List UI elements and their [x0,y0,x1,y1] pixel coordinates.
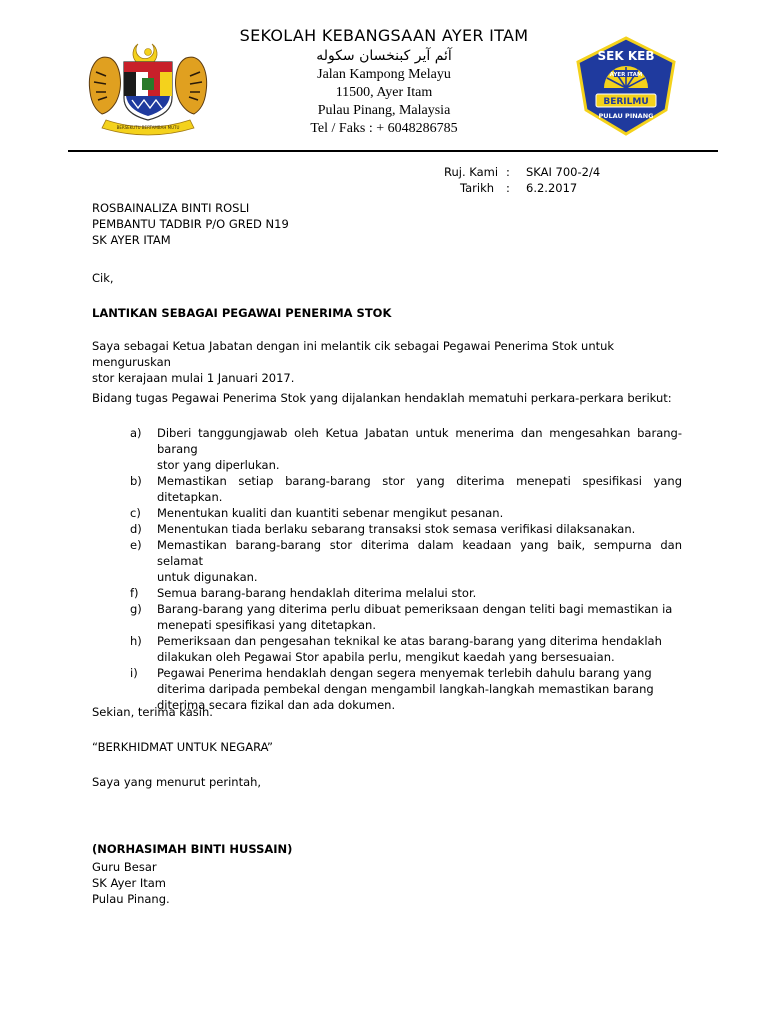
list-item [130,505,682,521]
date-separator: : [506,181,510,195]
list-item-label: e) [130,538,142,552]
intro-line: stor kerajaan mulai 1 Januari 2017. [92,371,295,385]
recipient-position: PEMBANTU TADBIR P/O GRED N19 [92,217,289,231]
list-item-line: Diberi tanggungjawab oleh Ketua Jabatan untuk menerima dan mengesahkan barang-barang [157,426,682,456]
list-item [130,537,682,585]
letterhead-divider [68,150,718,152]
salutation: Cik, [92,271,114,285]
list-item-label: d) [130,522,142,536]
list-item-line: Menentukan tiada berlaku sebarang transaksi stok semasa verifikasi dilaksanakan. [157,522,636,536]
reference-value: SKAI 700-2/4 [526,165,601,179]
date-label: Tarikh [460,181,495,195]
signatory-state: Pulau Pinang. [92,892,170,906]
list-item-label: a) [130,426,142,440]
intro-paragraph [92,338,692,386]
recipient-name: ROSBAINALIZA BINTI ROSLI [92,201,250,215]
list-item-line: dilakukan oleh Pegawai Stor apabila perlu, mengikut kaedah yang bersesuaian. [157,650,615,664]
duties-list [130,425,682,713]
list-item-label: i) [130,666,138,680]
list-item-text [157,665,682,713]
list-item-line: diterima secara fizikal dan ada dokumen. [157,698,396,712]
list-item [130,425,682,473]
reference-separator: : [506,165,510,179]
signatory-title: Guru Besar [92,860,157,874]
list-item-line: menepati spesifikasi yang ditetapkan. [157,618,376,632]
order-line: Saya yang menurut perintah, [92,775,262,789]
date-row [444,180,600,196]
list-item-line: Semua barang-barang hendaklah diterima melalui stor. [157,586,477,600]
list-item-line: Memastikan setiap barang-barang stor yang diterima menepati spesifikasi yang ditetapkan. [157,474,682,504]
list-item-text [157,505,682,521]
signatory-name: (NORHASIMAH BINTI HUSSAIN) [92,842,293,856]
list-item-line: Menentukan kualiti dan kuantiti sebenar mengikut pesanan. [157,506,504,520]
reference-row [444,164,600,180]
badge-bottom-text: PULAU PINANG [598,112,654,120]
list-item-text [157,601,682,633]
address-line: Jalan Kampong Melayu [317,67,451,82]
badge-banner-text: BERILMU [603,97,649,107]
list-item-text [157,473,682,505]
motto-line: “BERKHIDMAT UNTUK NEGARA” [92,740,273,754]
recipient-school: SK AYER ITAM [92,233,171,247]
list-item-label: c) [130,506,141,520]
badge-top-text: SEK KEB [597,49,655,63]
reference-block [444,164,600,196]
letterhead [200,26,568,138]
list-item-text [157,537,682,585]
badge-mid-text: AYER ITAM [609,72,643,78]
coat-of-arms-logo [86,38,210,138]
list-item [130,521,682,537]
list-item [130,601,682,633]
recipient-block [92,200,289,248]
letter-subject: LANTIKAN SEBAGAI PEGAWAI PENERIMA STOK [92,306,392,320]
signatory-school: SK Ayer Itam [92,876,166,890]
school-name: SEKOLAH KEBANGSAAN AYER ITAM [239,26,529,45]
list-item [130,633,682,665]
list-item-line: diterima daripada pembekal dengan mengambil langkah-langkah memastikan barang [157,682,654,696]
list-item-text [157,425,682,473]
crest-ribbon-text: BERSEKUTU BERTAMBAH MUTU [116,125,180,130]
list-item-label: h) [130,634,142,648]
closing-line: Sekian, terima kasih. [92,705,213,719]
reference-label: Ruj. Kami [444,165,499,179]
intro-line: Saya sebagai Ketua Jabatan dengan ini melantik cik sebagai Pegawai Penerima Stok untuk menguruskan [92,339,615,369]
list-item-line: Pegawai Penerima hendaklah dengan segera menyemak terlebih dahulu barang yang [157,666,652,680]
address-line: 11500, Ayer Itam [335,85,433,100]
list-item-line: Pemeriksaan dan pengesahan teknikal ke atas barang-barang yang diterima hendaklah [157,634,662,648]
address-line: Pulau Pinang, Malaysia [317,103,451,118]
list-item-label: g) [130,602,142,616]
list-item-line: untuk digunakan. [157,570,258,584]
list-item [130,473,682,505]
list-item-text [157,521,682,537]
list-item-label: b) [130,474,142,488]
list-item-line: Barang-barang yang diterima perlu dibuat pemeriksaan dengan teliti bagi memastikan ia [157,602,673,616]
list-item-label: f) [130,586,139,600]
duties-intro: Bidang tugas Pegawai Penerima Stok yang dijalankan hendaklah mematuhi perkara-perkara berikut: [92,391,672,405]
list-item-line: Memastikan barang-barang stor diterima dalam keadaan yang baik, sempurna dan selamat [157,538,682,568]
phone-fax-line: Tel / Faks : + 6048286785 [310,121,458,136]
list-item-text [157,585,682,601]
signatory-details [92,859,170,907]
school-badge-logo [574,36,678,136]
list-item-line: stor yang diperlukan. [157,458,280,472]
school-name-jawi: آئم آير كبنخسان سكوله [316,48,452,64]
list-item [130,585,682,601]
list-item-text [157,633,682,665]
date-value: 6.2.2017 [526,181,578,195]
